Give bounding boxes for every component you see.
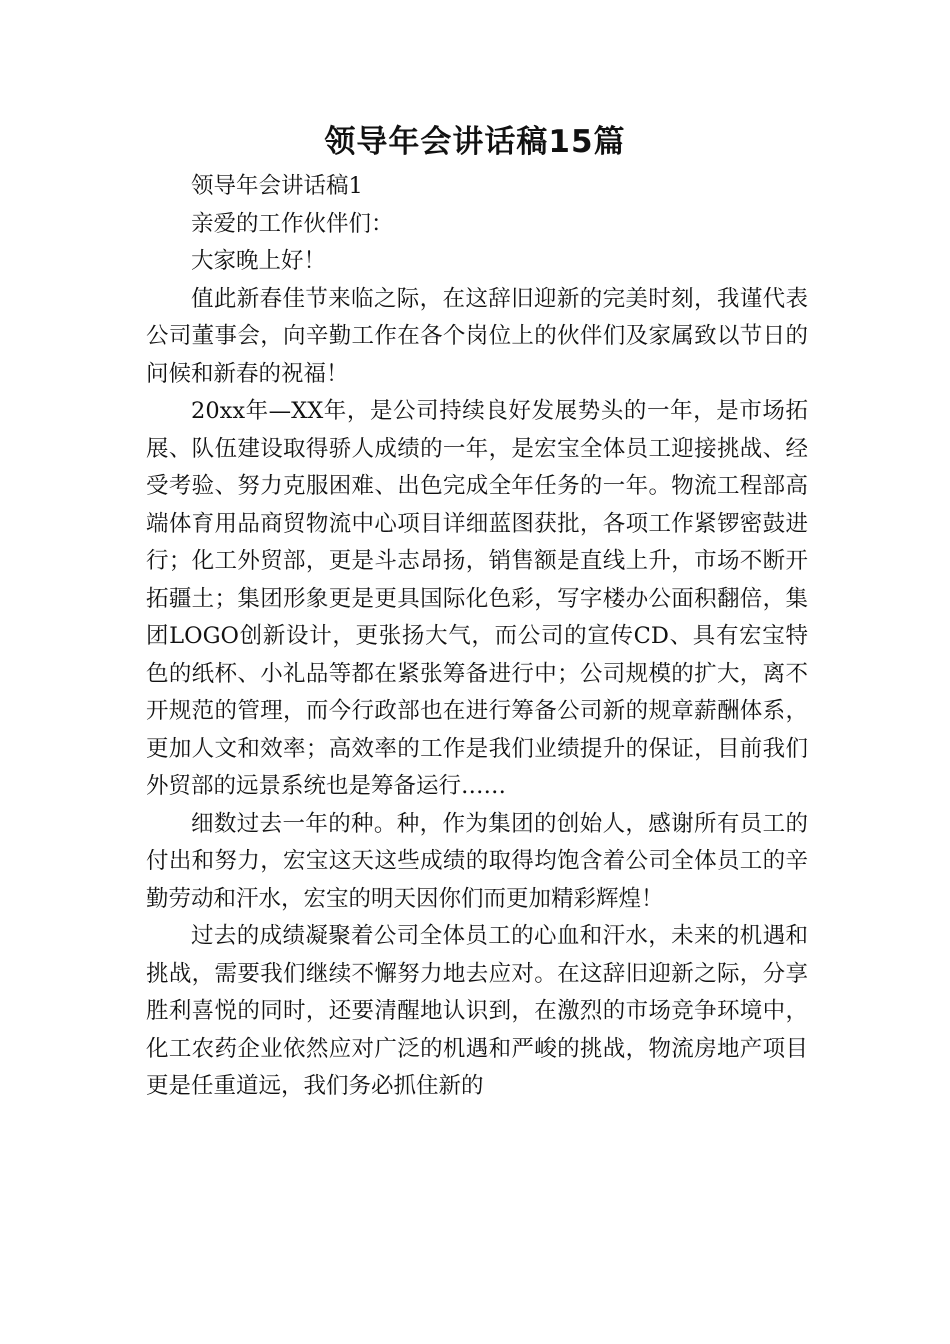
paragraph-greeting: 大家晚上好！ <box>191 248 327 274</box>
paragraph-salutation: 亲爱的工作伙伴们： <box>191 210 394 237</box>
paragraph-thanks: 细数过去一年的种。种，作为集团的创始人，感谢所有员工的付出和努力，宏宝这天这些成绩的取得均饱含着公司全体员工的辛勤劳动和汗水，宏宝的明天因你们而更加精彩辉煌！ <box>146 810 808 912</box>
paragraph-new-year-wishes: 值此新春佳节来临之际，在这辞旧迎新的完美时刻，我谨代表公司董事会，向辛勤工作在各个岗位上的伙伴们及家属致以节日的问候和新春的祝福！ <box>146 285 808 387</box>
paragraph-heading: 领导年会讲话稿1 <box>191 173 363 199</box>
document-body <box>146 168 808 1106</box>
paragraph-future: 过去的成绩凝聚着公司全体员工的心血和汗水，未来的机遇和挑战，需要我们继续不懈努力地去应对。在这辞旧迎新之际，分享胜利喜悦的同时，还要清醒地认识到，在激烈的市场竞争环境中，化工农药企业依然应对广泛的机遇和严峻的挑战，物流房地产项目更是任重道远，我们务必抓住新的 <box>146 923 808 1099</box>
paragraph-year-review: 20xx年—XX年，是公司持续良好发展势头的一年，是市场拓展、队伍建设取得骄人成绩的一年，是宏宝全体员工迎接挑战、经受考验、努力克服困难、出色完成全年任务的一年。物流工程部高端体育用品商贸物流中心项目详细蓝图获批，各项工作紧锣密鼓进行；化工外贸部，更是斗志昂扬，销售额是直线上升，市场不断开拓疆土；集团形象更是更具国际化色彩，写字楼办公面积翻倍，集团LOGO创新设计，更张扬大气，而公司的宣传CD、具有宏宝特色的纸杯、小礼品等都在紧张筹备进行中；公司规模的扩大，离不开规范的管理，而今行政部也在进行筹备公司新的规章薪酬体系，更加人文和效率；高效率的工作是我们业绩提升的保证，目前我们外贸部的远景系统也是筹备运行…… <box>146 398 808 799</box>
document-title: 领导年会讲话稿15篇 <box>324 124 626 160</box>
